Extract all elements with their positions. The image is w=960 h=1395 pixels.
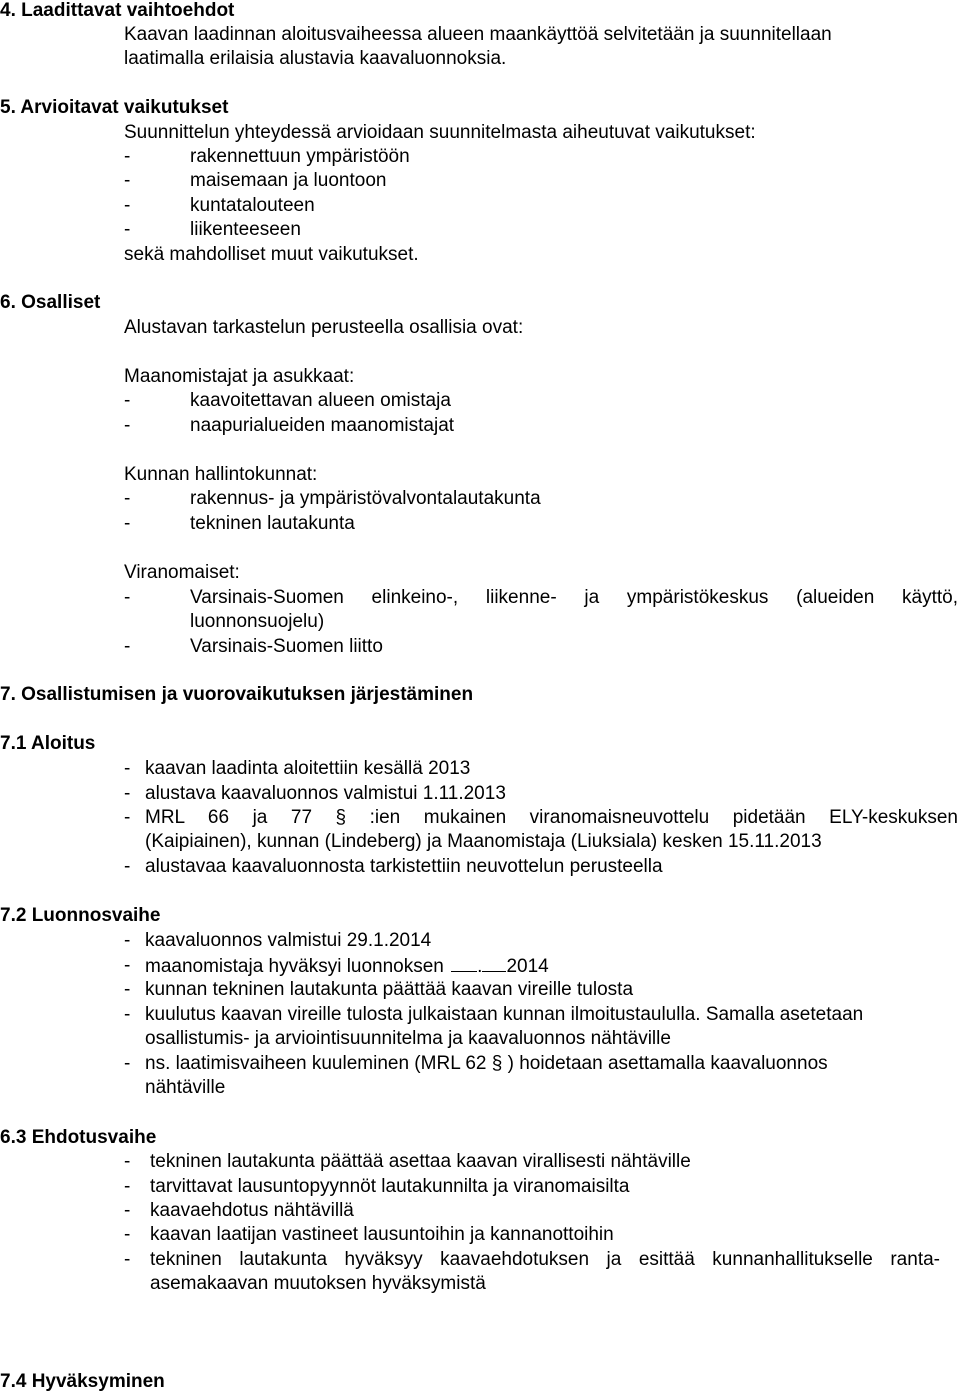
list-item-continuation: asemakaavan muutoksen hyväksymistä <box>150 1273 486 1294</box>
list-item-continuation: osallistumis- ja arviointisuunnitelma ja kaavaluonnos nähtäville <box>145 1028 671 1049</box>
list-item: liikenteeseen <box>190 219 301 240</box>
list-dash: - <box>124 758 131 779</box>
blank-month-field <box>482 954 506 972</box>
list-item: kuntatalouteen <box>190 195 315 216</box>
section-5-heading: 5. Arvioitavat vaikutukset <box>0 97 229 118</box>
section-6-heading: 6. Osalliset <box>0 292 101 313</box>
list-item <box>145 954 549 979</box>
list-dash: - <box>124 1151 131 1172</box>
list-dash: - <box>124 513 131 534</box>
list-item: tekninen lautakunta <box>190 513 355 534</box>
subsection-heading: 7.2 Luonnosvaihe <box>0 905 161 926</box>
subsection-heading: 6.3 Ehdotusvaihe <box>0 1127 157 1148</box>
list-item: tekninen lautakunta päättää asettaa kaavan virallisesti nähtäville <box>150 1151 691 1172</box>
section-4-text-line: Kaavan laadinnan aloitusvaiheessa alueen maankäyttöä selvitetään ja suunnitellaan <box>124 24 832 45</box>
list-item-continuation: (Kaipiainen), kunnan (Lindeberg) ja Maanomistaja (Liuksiala) kesken 15.11.2013 <box>145 831 822 852</box>
list-item-continuation: luonnonsuojelu) <box>190 611 325 632</box>
list-item: kaavan laadinta aloitettiin kesällä 2013 <box>145 758 471 779</box>
list-dash: - <box>124 807 131 828</box>
section-4-heading: 4. Laadittavat vaihtoehdot <box>0 0 235 21</box>
list-dash: - <box>124 1053 131 1074</box>
list-item: rakennus- ja ympäristövalvontalautakunta <box>190 488 541 509</box>
list-item: rakennettuun ympäristöön <box>190 146 410 167</box>
list-item: Varsinais-Suomen elinkeino-, liikenne- ja ympäristökeskus (alueiden käyttö, <box>190 587 958 608</box>
list-dash: - <box>124 488 131 509</box>
section-5-intro: Suunnittelun yhteydessä arvioidaan suunnitelmasta aiheutuvat vaikutukset: <box>124 122 756 143</box>
list-item: kuulutus kaavan vireille tulosta julkaistaan kunnan ilmoitustaululla. Samalla asetetaan <box>145 1004 864 1025</box>
section-6-intro: Alustavan tarkastelun perusteella osallisia ovat: <box>124 317 524 338</box>
list-dash: - <box>124 636 131 657</box>
list-item: maisemaan ja luontoon <box>190 170 387 191</box>
list-dash: - <box>124 170 131 191</box>
blank-day-field <box>451 954 477 972</box>
group-title: Maanomistajat ja asukkaat: <box>124 366 355 387</box>
list-dash: - <box>124 930 131 951</box>
subsection-heading: 7.4 Hyväksyminen <box>0 1371 165 1392</box>
list-item: MRL 66 ja 77 § :ien mukainen viranomaisneuvottelu pidetään ELY-keskuksen <box>145 807 958 828</box>
list-dash: - <box>124 856 131 877</box>
list-dash: - <box>124 783 131 804</box>
group-title: Kunnan hallintokunnat: <box>124 464 318 485</box>
list-item: Varsinais-Suomen liitto <box>190 636 383 657</box>
list-dash: - <box>124 415 131 436</box>
list-dash: - <box>124 1176 131 1197</box>
list-item: tekninen lautakunta hyväksyy kaavaehdotuksen ja esittää kunnanhallitukselle ranta- <box>150 1249 940 1270</box>
section-4-text-line: laatimalla erilaisia alustavia kaavaluonnoksia. <box>124 48 507 69</box>
section-5-outro: sekä mahdolliset muut vaikutukset. <box>124 244 419 265</box>
section-7-heading: 7. Osallistumisen ja vuorovaikutuksen järjestäminen <box>0 684 474 705</box>
list-item: tarvittavat lausuntopyynnöt lautakunnilta ja viranomaisilta <box>150 1176 630 1197</box>
list-item: kaavaluonnos valmistui 29.1.2014 <box>145 930 432 951</box>
list-item: kunnan tekninen lautakunta päättää kaavan vireille tulosta <box>145 979 634 1000</box>
list-item: kaavan laatijan vastineet lausuntoihin ja kannanottoihin <box>150 1224 614 1245</box>
list-dash: - <box>124 979 131 1000</box>
subsection-heading: 7.1 Aloitus <box>0 733 96 754</box>
group-title: Viranomaiset: <box>124 562 240 583</box>
list-dash: - <box>124 955 131 976</box>
list-item-text: maanomistaja hyväksyi luonnoksen <box>145 956 444 977</box>
list-item: ns. laatimisvaiheen kuuleminen (MRL 62 § ) hoidetaan asettamalla kaavaluonnos <box>145 1053 828 1074</box>
list-dash: - <box>124 195 131 216</box>
list-dash: - <box>124 1224 131 1245</box>
list-item-continuation: nähtäville <box>145 1077 226 1098</box>
list-item: alustavaa kaavaluonnosta tarkistettiin neuvottelun perusteella <box>145 856 663 877</box>
list-item: alustava kaavaluonnos valmistui 1.11.2013 <box>145 783 506 804</box>
blank-separator: . <box>477 956 483 977</box>
list-item: kaavaehdotus nähtävillä <box>150 1200 354 1221</box>
list-dash: - <box>124 1004 131 1025</box>
list-dash: - <box>124 587 131 608</box>
list-dash: - <box>124 1200 131 1221</box>
list-item-year: 2014 <box>506 956 549 977</box>
list-item: kaavoitettavan alueen omistaja <box>190 390 451 411</box>
list-dash: - <box>124 1249 131 1270</box>
list-dash: - <box>124 219 131 240</box>
list-dash: - <box>124 390 131 411</box>
list-dash: - <box>124 146 131 167</box>
list-item: naapurialueiden maanomistajat <box>190 415 455 436</box>
